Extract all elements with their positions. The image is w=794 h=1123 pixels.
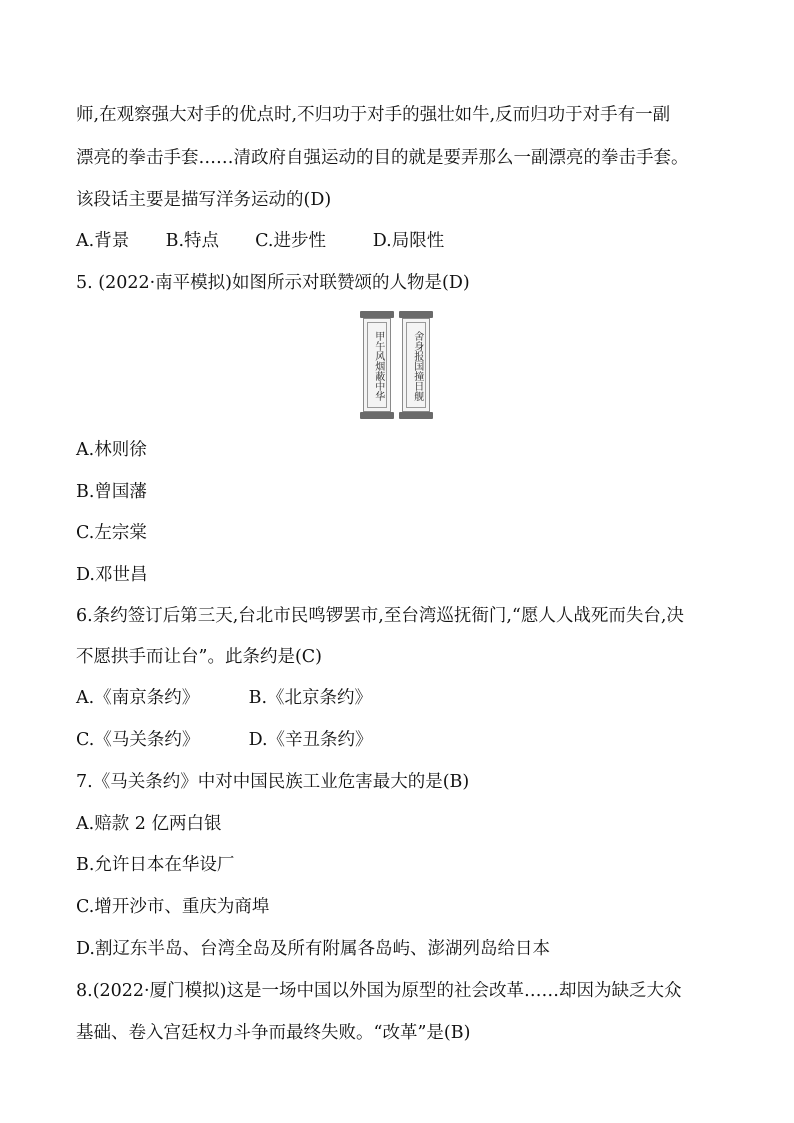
q4-option-c: C.进步性 — [255, 231, 326, 251]
couplet-scroll-left — [360, 311, 394, 419]
q6-line-2: 不愿拱手而让台”。此条约是(C) — [76, 647, 322, 667]
q5-option-b: B.曾国藩 — [76, 482, 147, 502]
q5-option-c: C.左宗棠 — [76, 523, 147, 543]
q6-options-row-2 — [76, 728, 373, 752]
scroll-rod-bottom — [399, 412, 433, 419]
scroll-rod-top — [399, 311, 433, 318]
q4-option-d: D.局限性 — [372, 231, 445, 251]
scroll-paper — [402, 318, 430, 412]
q6-option-c: C.《马关条约》 — [76, 730, 200, 750]
q8-line-1: 8.(2022·厦门模拟)这是一场中国以外国为原型的社会改革……却因为缺乏大众 — [76, 981, 682, 1001]
q6-option-a: A.《南京条约》 — [76, 688, 200, 708]
q5-option-d: D.邓世昌 — [76, 565, 148, 585]
q7-option-c: C.增开沙市、重庆为商埠 — [76, 897, 270, 917]
q4-options — [76, 229, 444, 253]
couplet-left-text: 甲午风烟蔽中华 — [372, 331, 384, 401]
couplet-right-text: 舍身报国撞日舰 — [411, 331, 423, 401]
q7-option-b: B.允许日本在华设厂 — [76, 855, 235, 875]
scroll-rod-bottom — [360, 412, 394, 419]
q4-line-3: 该段话主要是描写洋务运动的(D) — [76, 190, 332, 210]
q4-line-2: 漂亮的拳击手套……清政府自强运动的目的就是要弄那么一副漂亮的拳击手套。 — [76, 148, 689, 168]
q7-stem: 7.《马关条约》中对中国民族工业危害最大的是(B) — [76, 772, 470, 792]
q6-option-b: B.《北京条约》 — [248, 688, 373, 708]
q6-option-d: D.《辛丑条约》 — [248, 730, 373, 750]
scroll-paper — [363, 318, 391, 412]
scroll-rod-top — [360, 311, 394, 318]
q6-line-1: 6.条约签订后第三天,台北市民鸣锣罢市,至台湾巡抚衙门,“愿人人战死而失台,决 — [76, 606, 684, 626]
q8-line-2: 基础、卷入宫廷权力斗争而最终失败。“改革”是(B) — [76, 1023, 471, 1043]
q7-option-a: A.赔款 2 亿两白银 — [76, 814, 222, 834]
q4-option-b: B.特点 — [165, 231, 220, 251]
q6-options-row-1 — [76, 686, 372, 710]
couplet-scroll-right — [399, 311, 433, 419]
q5-stem: 5. (2022·南平模拟)如图所示对联赞颂的人物是(D) — [76, 273, 470, 293]
q7-option-d: D.割辽东半岛、台湾全岛及所有附属各岛屿、澎湖列岛给日本 — [76, 939, 550, 959]
q4-option-a: A.背景 — [76, 231, 130, 251]
q4-line-1: 师,在观察强大对手的优点时,不归功于对手的强壮如牛,反而归功于对手有一副 — [76, 105, 671, 125]
q5-option-a: A.林则徐 — [76, 440, 147, 460]
